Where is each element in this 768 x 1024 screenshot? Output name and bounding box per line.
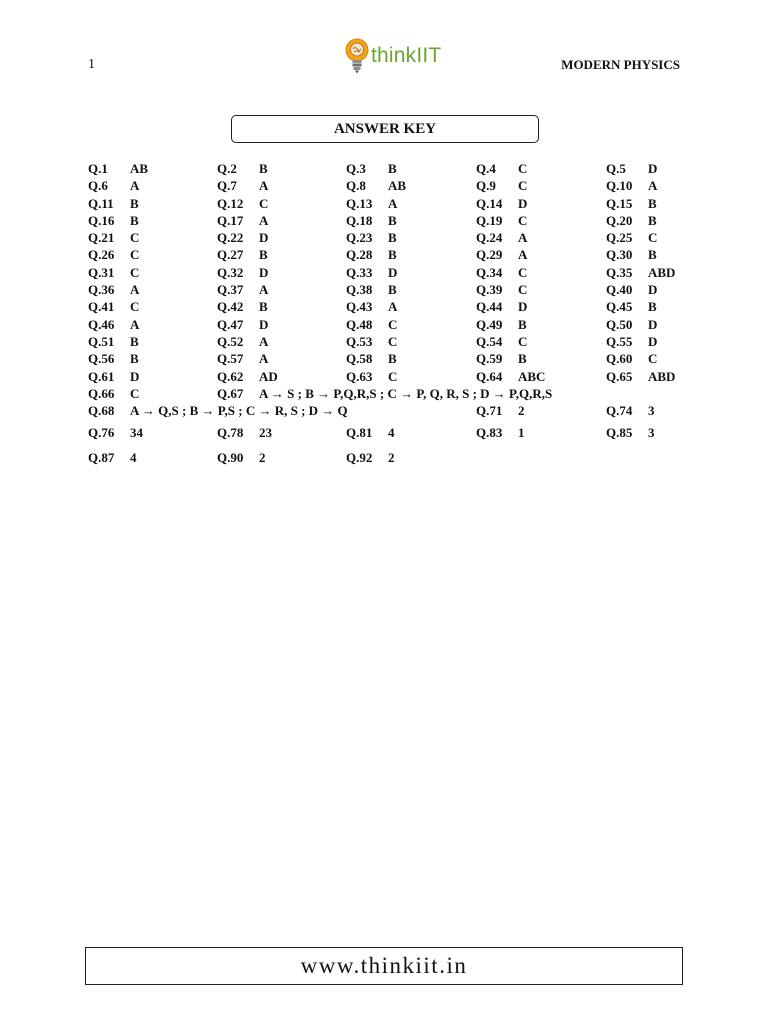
answer-cell bbox=[606, 334, 657, 350]
question-number: Q.47 bbox=[217, 316, 244, 332]
answer-cell bbox=[476, 425, 525, 441]
answer-cell bbox=[476, 369, 545, 385]
answer-value: B bbox=[388, 161, 397, 176]
question-number: Q.83 bbox=[476, 424, 503, 440]
question-number: Q.42 bbox=[217, 299, 244, 315]
answer-value: D bbox=[648, 316, 658, 332]
answer-cell bbox=[476, 161, 527, 177]
answer-value: B bbox=[259, 299, 268, 315]
answer-row bbox=[88, 317, 688, 334]
answer-value: C bbox=[648, 230, 658, 246]
answer-cell bbox=[606, 196, 657, 212]
answer-cell bbox=[88, 425, 143, 441]
question-number: Q.4 bbox=[476, 161, 496, 176]
answer-cell bbox=[217, 386, 552, 402]
answer-value: C bbox=[259, 195, 269, 211]
question-number: Q.53 bbox=[346, 333, 373, 349]
answer-cell bbox=[217, 425, 272, 441]
answer-value: C bbox=[518, 161, 528, 176]
question-number: Q.61 bbox=[88, 368, 115, 384]
answer-cell bbox=[606, 282, 657, 298]
answer-cell bbox=[346, 299, 397, 315]
answer-cell bbox=[217, 213, 268, 229]
answer-cell bbox=[476, 317, 527, 333]
question-number: Q.2 bbox=[217, 161, 237, 176]
answer-row bbox=[88, 196, 688, 213]
question-number: Q.51 bbox=[88, 333, 115, 349]
answer-cell bbox=[88, 213, 139, 229]
answer-value: B bbox=[259, 161, 268, 176]
answer-cell bbox=[88, 403, 348, 419]
answer-cell bbox=[606, 247, 657, 263]
answer-value: 2 bbox=[388, 449, 395, 465]
answer-cell bbox=[346, 334, 397, 350]
answer-cell bbox=[346, 178, 406, 194]
answer-value: A bbox=[518, 230, 528, 246]
question-number: Q.81 bbox=[346, 424, 373, 440]
answer-cell bbox=[346, 369, 397, 385]
question-number: Q.68 bbox=[88, 403, 115, 419]
answer-value: A bbox=[259, 282, 269, 298]
answer-value: C bbox=[130, 264, 140, 280]
question-number: Q.13 bbox=[346, 195, 373, 211]
answer-value: B bbox=[388, 282, 397, 298]
answer-value: C bbox=[388, 333, 398, 349]
answer-cell bbox=[346, 282, 397, 298]
answer-row-87 bbox=[88, 450, 688, 467]
answer-value: D bbox=[259, 316, 269, 332]
question-number: Q.58 bbox=[346, 351, 373, 367]
answer-value: D bbox=[259, 264, 269, 280]
answer-cell bbox=[88, 450, 137, 466]
answer-row bbox=[88, 178, 688, 195]
answer-cell bbox=[217, 369, 278, 385]
answer-value: B bbox=[130, 212, 139, 228]
answer-value: 1 bbox=[518, 424, 525, 440]
answer-row bbox=[88, 369, 688, 386]
question-number: Q.63 bbox=[346, 368, 373, 384]
answer-value: B bbox=[518, 351, 527, 367]
answer-value: A bbox=[648, 178, 658, 194]
question-number: Q.62 bbox=[217, 368, 244, 384]
question-number: Q.54 bbox=[476, 333, 503, 349]
answer-cell bbox=[346, 247, 397, 263]
answer-value: ABD bbox=[648, 368, 676, 384]
question-number: Q.36 bbox=[88, 282, 115, 298]
answer-cell bbox=[346, 450, 395, 466]
question-number: Q.64 bbox=[476, 368, 503, 384]
answer-value: B bbox=[130, 195, 139, 211]
answer-cell bbox=[217, 196, 268, 212]
answer-value: 3 bbox=[648, 424, 655, 440]
question-number: Q.10 bbox=[606, 178, 633, 194]
answer-cell bbox=[606, 213, 657, 229]
answer-cell bbox=[476, 196, 527, 212]
answer-cell bbox=[88, 247, 139, 263]
answer-value: A bbox=[388, 299, 398, 315]
answer-value: D bbox=[130, 368, 140, 384]
answer-cell bbox=[606, 403, 655, 419]
answer-key-table bbox=[88, 161, 688, 467]
answer-value: C bbox=[388, 368, 398, 384]
footer-website: www.thinkiit.in bbox=[85, 947, 683, 985]
question-number: Q.57 bbox=[217, 351, 244, 367]
answer-cell bbox=[606, 178, 657, 194]
question-number: Q.29 bbox=[476, 247, 503, 263]
answer-row-68 bbox=[88, 403, 688, 425]
answer-cell bbox=[346, 230, 397, 246]
question-number: Q.3 bbox=[346, 161, 366, 176]
answer-value: 2 bbox=[259, 449, 266, 465]
answer-value: D bbox=[648, 333, 658, 349]
question-number: Q.34 bbox=[476, 264, 503, 280]
answer-cell bbox=[346, 265, 397, 281]
question-number: Q.45 bbox=[606, 299, 633, 315]
answer-row bbox=[88, 334, 688, 351]
question-number: Q.20 bbox=[606, 212, 633, 228]
answer-row bbox=[88, 351, 688, 368]
question-number: Q.38 bbox=[346, 282, 373, 298]
answer-cell bbox=[217, 317, 268, 333]
answer-cell bbox=[217, 265, 268, 281]
logo bbox=[344, 36, 441, 76]
answer-cell bbox=[346, 161, 397, 177]
answer-value: A bbox=[259, 333, 269, 349]
answer-cell bbox=[476, 351, 527, 367]
question-number: Q.71 bbox=[476, 403, 503, 419]
question-number: Q.85 bbox=[606, 424, 633, 440]
answer-value: C bbox=[518, 282, 528, 298]
answer-cell bbox=[476, 178, 527, 194]
question-number: Q.12 bbox=[217, 195, 244, 211]
question-number: Q.9 bbox=[476, 178, 496, 194]
answer-value: 2 bbox=[518, 403, 525, 419]
answer-row bbox=[88, 230, 688, 247]
question-number: Q.52 bbox=[217, 333, 244, 349]
question-number: Q.65 bbox=[606, 368, 633, 384]
answer-value: C bbox=[130, 230, 140, 246]
answer-cell bbox=[476, 230, 527, 246]
question-number: Q.24 bbox=[476, 230, 503, 246]
answer-value: D bbox=[518, 299, 528, 315]
answer-cell bbox=[88, 299, 139, 315]
answer-row bbox=[88, 265, 688, 282]
question-number: Q.90 bbox=[217, 449, 244, 465]
answer-value: D bbox=[259, 230, 269, 246]
answer-cell bbox=[88, 196, 139, 212]
answer-cell bbox=[606, 317, 657, 333]
answer-row-66 bbox=[88, 386, 688, 403]
answer-value: 4 bbox=[130, 449, 137, 465]
answer-cell bbox=[88, 230, 139, 246]
answer-cell bbox=[88, 386, 139, 402]
answer-value: A bbox=[130, 316, 140, 332]
question-number: Q.55 bbox=[606, 333, 633, 349]
question-number: Q.87 bbox=[88, 449, 115, 465]
answer-value: A bbox=[130, 282, 140, 298]
question-number: Q.46 bbox=[88, 316, 115, 332]
question-number: Q.41 bbox=[88, 299, 115, 315]
question-number: Q.15 bbox=[606, 195, 633, 211]
answer-cell bbox=[606, 299, 657, 315]
question-number: Q.66 bbox=[88, 385, 115, 401]
question-number: Q.19 bbox=[476, 212, 503, 228]
question-number: Q.35 bbox=[606, 264, 633, 280]
question-number: Q.33 bbox=[346, 264, 373, 280]
answer-cell bbox=[88, 178, 139, 194]
subject-heading: MODERN PHYSICS bbox=[561, 57, 680, 72]
question-number: Q.78 bbox=[217, 424, 244, 440]
answer-value: D bbox=[518, 195, 528, 211]
question-number: Q.11 bbox=[88, 195, 114, 211]
question-number: Q.39 bbox=[476, 282, 503, 298]
answer-value: A bbox=[130, 178, 140, 194]
answer-value: A → Q,S ; B → P,S ; C → R, S ; D → Q bbox=[130, 403, 348, 419]
answer-value: 34 bbox=[130, 424, 143, 440]
answer-value: 23 bbox=[259, 424, 272, 440]
answer-value: A bbox=[388, 195, 398, 211]
answer-cell bbox=[88, 369, 139, 385]
answer-value: B bbox=[388, 247, 397, 263]
question-number: Q.40 bbox=[606, 282, 633, 298]
answer-key-title: ANSWER KEY bbox=[231, 115, 539, 143]
question-number: Q.31 bbox=[88, 264, 115, 280]
answer-cell bbox=[606, 425, 655, 441]
answer-value: B bbox=[259, 247, 268, 263]
answer-row bbox=[88, 247, 688, 264]
question-number: Q.43 bbox=[346, 299, 373, 315]
answer-cell bbox=[476, 282, 527, 298]
answer-row bbox=[88, 213, 688, 230]
answer-value: B bbox=[130, 351, 139, 367]
question-number: Q.50 bbox=[606, 316, 633, 332]
question-number: Q.67 bbox=[217, 385, 244, 401]
question-number: Q.26 bbox=[88, 247, 115, 263]
question-number: Q.16 bbox=[88, 212, 115, 228]
answer-value: 3 bbox=[648, 403, 655, 419]
answer-cell bbox=[88, 161, 148, 177]
answer-row-76 bbox=[88, 425, 688, 450]
answer-value: B bbox=[648, 299, 657, 315]
answer-value: B bbox=[648, 212, 657, 228]
answer-cell bbox=[217, 282, 268, 298]
question-number: Q.6 bbox=[88, 178, 108, 194]
answer-cell bbox=[217, 247, 268, 263]
answer-cell bbox=[88, 317, 139, 333]
answer-value: ABD bbox=[648, 264, 676, 280]
answer-value: B bbox=[648, 195, 657, 211]
answer-cell bbox=[606, 351, 657, 367]
question-number: Q.21 bbox=[88, 230, 115, 246]
answer-cell bbox=[217, 299, 268, 315]
answer-value: D bbox=[648, 161, 658, 176]
answer-cell bbox=[476, 299, 527, 315]
answer-cell bbox=[217, 161, 268, 177]
answer-cell bbox=[476, 213, 527, 229]
question-number: Q.18 bbox=[346, 212, 373, 228]
answer-cell bbox=[88, 334, 139, 350]
answer-value: A → S ; B → P,Q,R,S ; C → P, Q, R, S ; D → P,Q,R,S bbox=[259, 385, 553, 401]
question-number: Q.37 bbox=[217, 282, 244, 298]
answer-cell bbox=[606, 161, 657, 177]
answer-cell bbox=[217, 178, 268, 194]
answer-cell bbox=[346, 351, 397, 367]
answer-value: C bbox=[648, 351, 658, 367]
answer-value: C bbox=[388, 316, 398, 332]
answer-cell bbox=[88, 265, 139, 281]
question-number: Q.59 bbox=[476, 351, 503, 367]
question-number: Q.32 bbox=[217, 264, 244, 280]
answer-cell bbox=[217, 351, 268, 367]
question-number: Q.14 bbox=[476, 195, 503, 211]
question-number: Q.22 bbox=[217, 230, 244, 246]
answer-value: B bbox=[388, 230, 397, 246]
question-number: Q.25 bbox=[606, 230, 633, 246]
answer-cell bbox=[88, 282, 139, 298]
answer-cell bbox=[346, 196, 397, 212]
question-number: Q.60 bbox=[606, 351, 633, 367]
answer-value: C bbox=[518, 178, 528, 194]
question-number: Q.7 bbox=[217, 178, 237, 194]
question-number: Q.49 bbox=[476, 316, 503, 332]
answer-value: 4 bbox=[388, 424, 395, 440]
answer-row bbox=[88, 282, 688, 299]
answer-cell bbox=[88, 351, 139, 367]
answer-value: A bbox=[259, 178, 269, 194]
answer-cell bbox=[476, 403, 525, 419]
question-number: Q.1 bbox=[88, 161, 108, 176]
answer-cell bbox=[217, 450, 266, 466]
question-number: Q.48 bbox=[346, 316, 373, 332]
answer-value: C bbox=[518, 333, 528, 349]
question-number: Q.92 bbox=[346, 449, 373, 465]
answer-cell bbox=[346, 425, 395, 441]
question-number: Q.28 bbox=[346, 247, 373, 263]
answer-cell bbox=[606, 230, 657, 246]
question-number: Q.74 bbox=[606, 403, 633, 419]
page-number: 1 bbox=[88, 57, 95, 72]
question-number: Q.76 bbox=[88, 424, 115, 440]
answer-cell bbox=[606, 265, 675, 281]
answer-value: B bbox=[648, 247, 657, 263]
question-number: Q.17 bbox=[217, 212, 244, 228]
answer-value: AB bbox=[388, 178, 407, 194]
lightbulb-icon bbox=[344, 37, 370, 75]
question-number: Q.8 bbox=[346, 178, 366, 194]
question-number: Q.5 bbox=[606, 161, 626, 176]
question-number: Q.27 bbox=[217, 247, 244, 263]
question-number: Q.56 bbox=[88, 351, 115, 367]
question-number: Q.30 bbox=[606, 247, 633, 263]
answer-value: B bbox=[388, 351, 397, 367]
answer-value: ABC bbox=[518, 368, 546, 384]
answer-row bbox=[88, 161, 688, 178]
answer-value: D bbox=[648, 282, 658, 298]
answer-value: C bbox=[130, 299, 140, 315]
answer-value: AB bbox=[130, 161, 149, 176]
answer-cell bbox=[217, 230, 268, 246]
answer-value: C bbox=[130, 385, 140, 401]
answer-cell bbox=[476, 247, 527, 263]
answer-cell bbox=[217, 334, 268, 350]
answer-cell bbox=[476, 265, 527, 281]
answer-value: B bbox=[130, 333, 139, 349]
answer-value: B bbox=[518, 316, 527, 332]
answer-value: C bbox=[130, 247, 140, 263]
answer-cell bbox=[346, 213, 397, 229]
answer-value: A bbox=[259, 351, 269, 367]
answer-row bbox=[88, 299, 688, 316]
answer-cell bbox=[346, 317, 397, 333]
answer-cell bbox=[476, 334, 527, 350]
answer-value: C bbox=[518, 212, 528, 228]
answer-value: AD bbox=[259, 368, 278, 384]
answer-value: A bbox=[259, 212, 269, 228]
answer-value: A bbox=[518, 247, 528, 263]
question-number: Q.23 bbox=[346, 230, 373, 246]
answer-cell bbox=[606, 369, 675, 385]
answer-value: B bbox=[388, 212, 397, 228]
answer-value: D bbox=[388, 264, 398, 280]
answer-value: C bbox=[518, 264, 528, 280]
question-number: Q.44 bbox=[476, 299, 503, 315]
logo-text: thinkIIT bbox=[371, 44, 442, 67]
